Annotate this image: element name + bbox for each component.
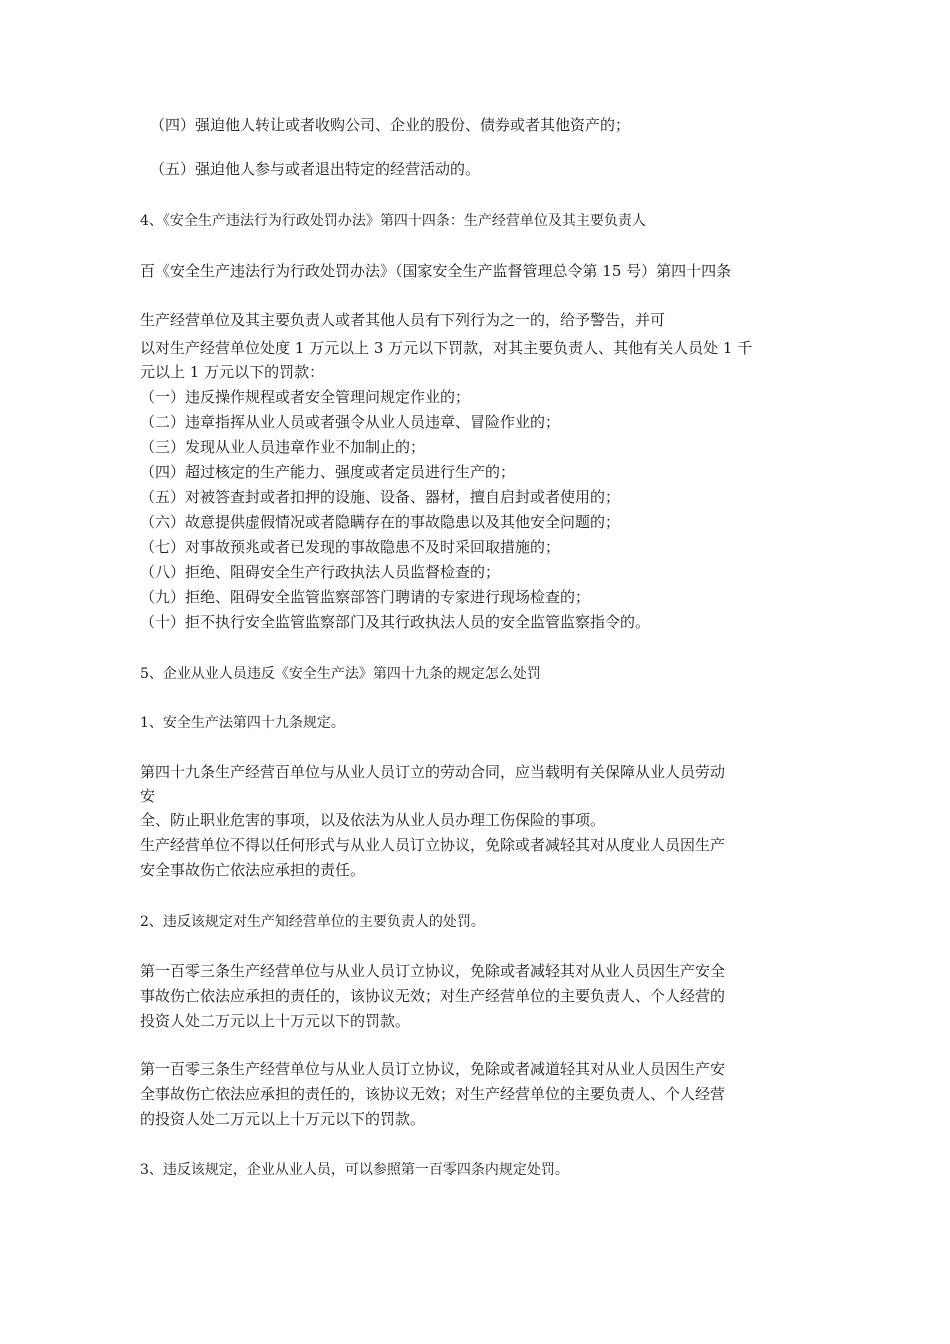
- list-item: （十）拒不执行安全监管监察部门及其行政执法人员的安全监管监察指令的。: [140, 613, 651, 631]
- section-5-heading: 5、企业从业人员违反《安全生产法》第四十九条的规定怎么处罚: [140, 666, 541, 682]
- list-item: （八）拒绝、阻碍安全生产行政执法人员监督检查的；: [140, 563, 501, 581]
- subheading-2: 2、违反该规定对生产知经营单位的主要负责人的处罚。: [140, 914, 485, 930]
- paragraph-line: 以对生产经营单位处度 1 万元以上 3 万元以下罚款，对其主要负责人、其他有关人员处 1 千: [140, 339, 753, 357]
- paragraph-line: 元以上 1 万元以下的罚款：: [140, 363, 325, 381]
- clause-4-line: （四）强迫他人转让或者收购公司、企业的股份、债券或者其他资产的；: [150, 116, 631, 134]
- paragraph-line: 全事故伤亡依法应承担的责任的，该协议无效；对生产经营单位的主要负责人、个人经营: [140, 1085, 726, 1103]
- list-item: （四）超过核定的生产能力、强度或者定员进行生产的；: [140, 463, 516, 481]
- list-item: （三）发现从业人员违章作业不加制止的；: [140, 438, 426, 456]
- subheading-3: 3、违反该规定，企业从业人员，可以参照第一百零四条内规定处罚。: [140, 1162, 569, 1178]
- paragraph-line: 全、防止职业危害的事项，以及依法为从业人员办理工伤保险的事项。: [140, 811, 606, 829]
- paragraph-line: 的投资人处二万元以上十万元以下的罚款。: [140, 1110, 426, 1128]
- paragraph-line: 安: [140, 787, 156, 805]
- list-item: （九）拒绝、阻碍安全监管监察部答门聘请的专家进行现场检查的；: [140, 588, 591, 606]
- paragraph-line: 生产经营单位不得以任何形式与从业人员订立协议，免除或者减轻其对从度业人员因生产: [140, 836, 726, 854]
- paragraph-line: 生产经营单位及其主要负责人或者其他人员有下列行为之一的，给予警告，并可: [140, 311, 666, 329]
- paragraph-line: 第一百零三条生产经营单位与从业人员订立协议，免除或者减道轻其对从业人员因生产安: [140, 1060, 726, 1078]
- list-item: （五）对被答查封或者扣押的设施、设备、器材，擅自启封或者使用的；: [140, 488, 621, 506]
- subheading-1: 1、安全生产法第四十九条规定。: [140, 715, 345, 731]
- list-item: （六）故意提供虚假情况或者隐瞒存在的事故隐患以及其他安全问题的；: [140, 513, 621, 531]
- clause-5-line: （五）强迫他人参与或者退出特定的经营活动的。: [150, 160, 481, 178]
- section-4-heading: 4、《安全生产违法行为行政处罚办法》第四十四条：生产经营单位及其主要负责人: [140, 213, 646, 229]
- list-item: （七）对事故预兆或者已发现的事故隐患不及时采回取措施的；: [140, 538, 561, 556]
- paragraph-line: 第一百零三条生产经营单位与从业人员订立协议，免除或者减轻其对从业人员因生产安全: [140, 962, 726, 980]
- paragraph-line: 第四十九条生产经营百单位与从业人员订立的劳动合同，应当载明有关保障从业人员劳动: [140, 763, 726, 781]
- paragraph-line: 投资人处二万元以上十万元以下的罚款。: [140, 1012, 411, 1030]
- section-4-subheading: 百《安全生产违法行为行政处罚办法》（国家安全生产监督管理总令第 15 号）第四十四条: [140, 262, 732, 280]
- list-item: （一）违反操作规程或者安全管理问规定作业的；: [140, 388, 471, 406]
- list-item: （二）违章指挥从业人员或者强令从业人员违章、冒险作业的；: [140, 413, 561, 431]
- paragraph-line: 事故伤亡依法应承担的责任的，该协议无效；对生产经营单位的主要负责人、个人经营的: [140, 987, 726, 1005]
- paragraph-line: 安全事故伤亡依法应承担的责任。: [140, 861, 366, 879]
